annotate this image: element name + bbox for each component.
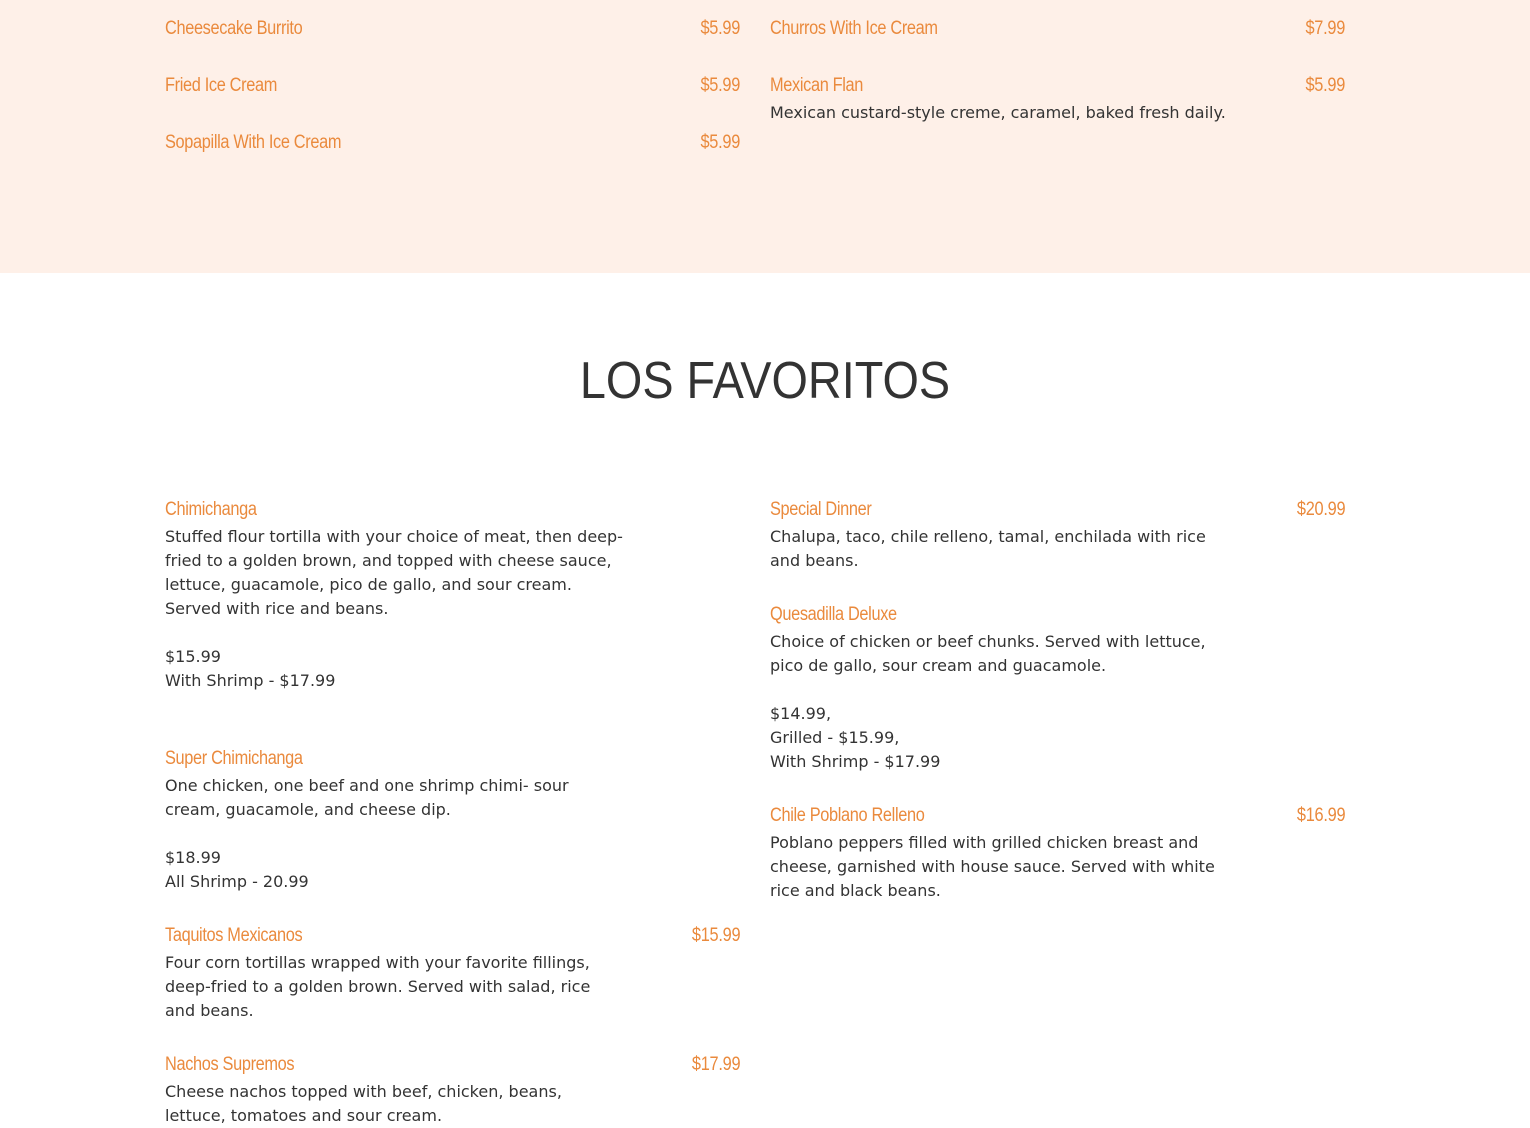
item-description: Four corn tortillas wrapped with your favorite fillings, deep-fried to a golden brown. Served with salad, rice and beans. — [165, 953, 591, 1020]
item-description: Cheese nachos topped with beef, chicken, beans, lettuce, tomatoes and sour cream. — [165, 1082, 562, 1125]
item-name: Chimichanga — [165, 499, 257, 520]
item-description: Poblano peppers filled with grilled chicken breast and cheese, garnished with house sauce. Served with white rice and black beans. — [770, 833, 1215, 900]
item-name: Special Dinner — [770, 499, 872, 520]
item-price: $5.99 — [700, 75, 740, 96]
item-description: Choice of chicken or beef chunks. Served with lettuce, pico de gallo, sour cream and guacamole. $14.99, Grilled - $15.99, With Shrimp - $17.99 — [770, 632, 1206, 771]
item-price: $5.99 — [700, 18, 740, 39]
item-name: Chile Poblano Relleno — [770, 805, 925, 826]
item-price: $5.99 — [1305, 75, 1345, 96]
item-price: $5.99 — [700, 132, 740, 153]
item-price: $16.99 — [1296, 805, 1345, 826]
item-name: Churros With Ice Cream — [770, 18, 938, 39]
item-price: $15.99 — [691, 925, 740, 946]
item-name: Sopapilla With Ice Cream — [165, 132, 342, 153]
item-name: Cheesecake Burrito — [165, 18, 303, 39]
item-description: Chalupa, taco, chile relleno, tamal, enchilada with rice and beans. — [770, 527, 1206, 570]
item-description: One chicken, one beef and one shrimp chimi- sour cream, guacamole, and cheese dip. $18.99 All Shrimp - 20.99 — [165, 776, 569, 891]
item-name: Super Chimichanga — [165, 748, 303, 769]
item-description: Stuffed flour tortilla with your choice of meat, then deep-fried to a golden brown, and topped with cheese sauce, lettuce, guacamole, pico de gallo, and sour cream. Served with rice and beans. $15.99 With Shrimp - $17.99 — [165, 527, 623, 690]
item-price: $7.99 — [1305, 18, 1345, 39]
item-name: Nachos Supremos — [165, 1054, 295, 1075]
item-name: Mexican Flan — [770, 75, 864, 96]
desserts-section — [0, 0, 1530, 273]
item-price: $20.99 — [1296, 499, 1345, 520]
item-description: Mexican custard-style creme, caramel, baked fresh daily. — [770, 103, 1226, 122]
section-title: LOS FAVORITOS — [579, 352, 951, 410]
item-name: Fried Ice Cream — [165, 75, 277, 96]
item-name: Taquitos Mexicanos — [165, 925, 303, 946]
item-price: $17.99 — [691, 1054, 740, 1075]
favorites-section — [0, 273, 1530, 1125]
item-name: Quesadilla Deluxe — [770, 604, 897, 625]
